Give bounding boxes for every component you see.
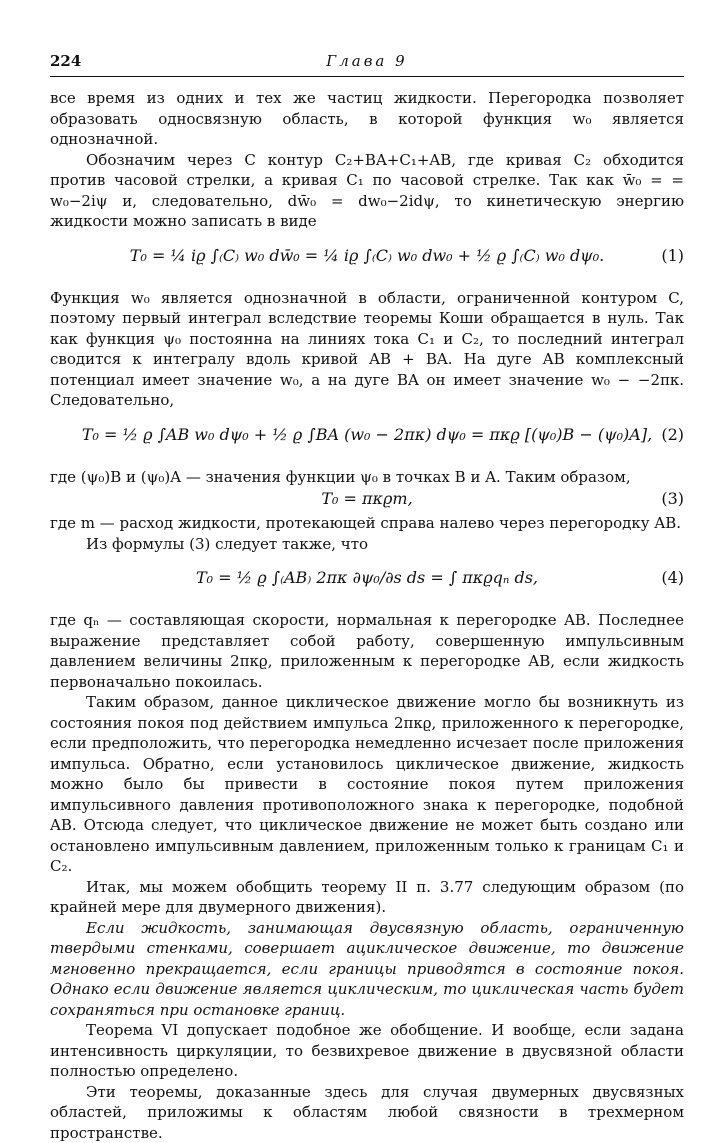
equation-4 (50, 558, 684, 604)
paragraph-9: Итак, мы можем обобщить теорему II п. 3.77 следующим образом (по крайней мере для двумерного движения). (50, 877, 684, 918)
page-body (50, 88, 684, 1143)
paragraph-4: где (ψ₀)B и (ψ₀)A — значения функции ψ₀ в точках B и A. Таким образом, (50, 467, 684, 488)
equation-3-number: (3) (661, 489, 684, 510)
paragraph-8: Таким образом, данное циклическое движение могло бы возникнуть из состояния покоя под действием импульса 2πκϱ, приложенного к перегородке, если предположить, что перегородка немедленно исчезает после приложения импульса. Обратно, если установилось циклическое движение, жидкость можно было бы привести в состояние покоя путем приложения импульсивного давления противоположного знака к перегородке, подобной AB. Отсюда следует, что циклическое движение не может быть создано или остановлено импульсивным давлением, приложенным только к границам C₁ и C₂. (50, 692, 684, 877)
equation-1 (50, 236, 684, 282)
page-header (50, 50, 684, 76)
paragraph-3: Функция w₀ является однозначной в области, ограниченной контуром C, поэтому первый интеграл вследствие теоремы Коши обращается в нуль. Так как функция ψ₀ постоянна на линиях тока C₁ и C₂, то последний интеграл сводится к интегралу вдоль кривой AB + BA. На дуге AB комплексный потенциал имеет значение w₀, а на дуге BA он имеет значение w₀ − −2πκ. Следовательно, (50, 288, 684, 411)
paragraph-5: где m — расход жидкости, протекающей справа налево через перегородку AB. (50, 513, 684, 534)
paragraph-12: Эти теоремы, доказанные здесь для случая двумерных двусвязных областей, приложимы к областям любой связности в трехмерном пространстве. (50, 1082, 684, 1143)
equation-3 (50, 487, 684, 513)
equation-1-expression: T₀ = ¼ iϱ ∫₍C₎ w₀ dw̄₀ = ¼ iϱ ∫₍C₎ w₀ dw₀ + ½ ϱ ∫₍C₎ w₀ dψ₀. (50, 246, 684, 267)
paragraph-11: Теорема VI допускает подобное же обобщение. И вообще, если задана интенсивность циркуляции, то безвихревое движение в двусвязной области полностью определено. (50, 1020, 684, 1082)
paragraph-6: Из формулы (3) следует также, что (50, 534, 684, 555)
equation-3-expression: T₀ = πκϱm, (50, 489, 684, 510)
equation-4-number: (4) (661, 568, 684, 589)
chapter-running-head: Глава 9 (50, 52, 684, 70)
equation-1-number: (1) (661, 246, 684, 267)
paragraph-2: Обозначим через C контур C₂+BA+C₁+AB, где кривая C₂ обходится против часовой стрелки, а кривая C₁ по часовой стрелке. Так как w̄₀ = = w₀−2iψ и, следовательно, dw̄₀ = dw₀−2idψ, то кинетическую энергию жидкости можно записать в виде (50, 150, 684, 232)
page-number: 224 (50, 52, 81, 70)
equation-2-number: (2) (661, 425, 684, 446)
equation-2-expression: T₀ = ½ ϱ ∫AB w₀ dψ₀ + ½ ϱ ∫BA (w₀ − 2πκ) dψ₀ = πκϱ [(ψ₀)B − (ψ₀)A], (50, 425, 684, 446)
header-rule (50, 76, 684, 77)
paragraph-1: все время из одних и тех же частиц жидкости. Перегородка позволяет образовать односвязную область, в которой функция w₀ является однозначной. (50, 88, 684, 150)
paragraph-7: где qₙ — составляющая скорости, нормальная к перегородке AB. Последнее выражение представляет собой работу, совершенную импульсивным давлением величины 2πκϱ, приложенным к перегородке AB, если жидкость первоначально покоилась. (50, 610, 684, 692)
theorem-statement: Если жидкость, занимающая двусвязную область, ограниченную твердыми стенками, совершает ациклическое движение, то движение мгновенно прекращается, если границы приводятся в состояние покоя. Однако если движение является циклическим, то циклическая часть будет сохраняться при остановке границ. (50, 918, 684, 1021)
equation-2 (50, 415, 684, 461)
equation-4-expression: T₀ = ½ ϱ ∫₍AB₎ 2πκ ∂ψ₀/∂s ds = ∫ πκϱqₙ ds, (50, 568, 684, 589)
